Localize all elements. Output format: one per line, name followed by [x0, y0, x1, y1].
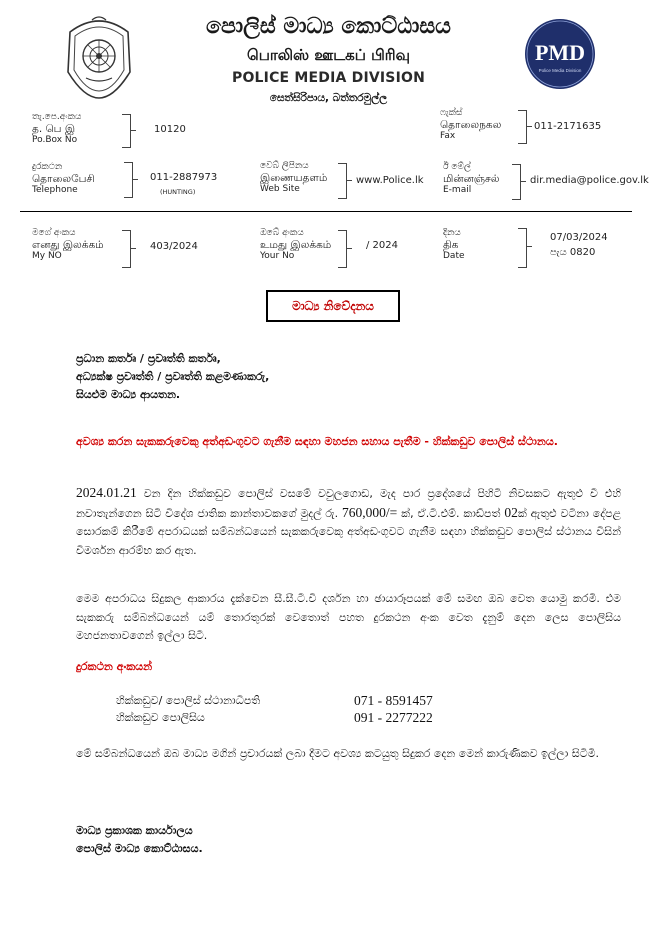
signature-line: මාධ්‍ය ප්‍රකාශක කාර්යාලය — [76, 824, 193, 837]
my-no-label: මගේ අංකය எனது இலக்கம் My NO — [32, 228, 104, 261]
fax-label: ෆැක්ස් தொலைநகல Fax — [440, 108, 502, 141]
phone-row — [116, 694, 260, 708]
pobox-value: 10120 — [154, 124, 186, 135]
phone-label: හික්කඩුව පොලිසිය — [116, 711, 205, 724]
addressee-list — [76, 350, 269, 404]
phone-list-title: දුරකථන අංකයන් — [76, 660, 153, 673]
website-bracket — [338, 163, 347, 199]
telephone-value: 011-2887973 — [150, 172, 218, 183]
phone-label: හික්කඩුව/ පොලිස් ස්ථානාධිපති — [116, 694, 261, 707]
addressee-line: ප්‍රධාන කර්තෘ / ප්‍රවෘත්ති කර්තෘ, — [76, 352, 221, 365]
subject-line: අවශ්‍ය කරන සැකකරුවෙකු අත්අඩංගුවට ගැනීම සඳහා මහජන සහාය පැතීම - හික්කඩුව පොලිස් ස්ථානය. — [76, 435, 558, 448]
my-no-bracket — [122, 230, 131, 268]
header-address: සෙත්සිරිපාය, බත්තරමුල්ල — [269, 92, 388, 104]
website-value: www.Police.lk — [356, 175, 424, 186]
body-paragraph-1: 2024.01.21 වන දින හික්කඩුව පොලිස් වසමේ වවුලගොඩ, මැද පාර ප්‍රදේශයේ පිහිටි නිවසකට ඇතුළු වී එහි නවාතැන්ගෙන සිටි විදේශ ජාතික කාන්තාවකගේ මුදල් රු. 760,000/= ක්, ඒ.ටී.එම්. කාඩ්පත් 02ක් ඇතුළු වටිනා දේපළ සොරකම් කිරීමේ අපරාධයක් සම්බන්ධයෙන් සැකකරුවෙකු අත්අඩංගුවට ගැනීම සඳහා හික්කඩුව පොලිස් ස්ථානය විසින් විමර්ශන ආරම්භ කර ඇත. — [76, 485, 621, 557]
header-title-sinhala: පොලිස් මාධ්‍ය කොට්ඨාසය — [206, 14, 451, 39]
your-no-value: / 2024 — [366, 240, 398, 251]
header-title-tamil: பொலிஸ் ஊடகப் பிரிவு — [247, 46, 410, 64]
my-no-value: 403/2024 — [150, 241, 198, 252]
signature-block — [76, 822, 203, 858]
header-divider — [20, 211, 632, 212]
telephone-note: (HUNTING) — [160, 188, 196, 196]
body-paragraph-2: මෙම අපරාධය සිදුකල ආකාරය දැක්වෙන සී.සී.ටී.වී දර්ශන හා ඡායාරූපයක් මේ සමඟ ඔබ වෙත යොමු කරමි. එම සැකකරු සම්බන්ධයෙන් යම් තොරතුරක් වෙතොත් පහත දුරකථන අංක වෙත දැනුම් දෙන ලෙස පොලිසිය මහජනතාවගෙන් ඉල්ලා සිටී. — [76, 592, 621, 642]
incident-date: 2024.01.21 — [76, 485, 137, 500]
pmd-logo-subtext: Police Media Division — [538, 68, 582, 73]
email-label: ඊ මේල් மின்னஞ்சல் E-mail — [443, 162, 500, 195]
body-paragraph-3: මේ සම්බන්ධයෙන් ඔබ මාධ්‍ය මගින් ප්‍රචාරයක් ලබා දීමට අවශ්‍ය කටයුතු සිදුකර දෙන මෙන් කාරුණිකව ඉල්ලා සිටිමි. — [76, 747, 600, 760]
telephone-bracket — [124, 162, 133, 198]
document-title: මාධ්‍ය නිවේදනය — [266, 290, 400, 322]
telephone-label: දුරකථන தொலைபேசி Telephone — [32, 162, 95, 195]
addressee-line: සියළුම මාධ්‍ය ආයතන. — [76, 388, 181, 401]
header-title-english: POLICE MEDIA DIVISION — [231, 70, 426, 86]
signature-line: පොලිස් මාධ්‍ය කොට්ඨාසය. — [76, 842, 203, 855]
date-bracket — [518, 228, 527, 268]
pobox-label: තැ.පෙ.අංකය த. பெ இ Po.Box No — [32, 112, 82, 145]
your-no-label: ඔබේ අංකය உமது இலக்கம் Your No — [260, 228, 332, 261]
date-value: 07/03/2024 — [550, 232, 608, 243]
stolen-amount: 760,000/= — [342, 504, 398, 520]
website-label: වෙබ් ලිපිනය இணையதளம் Web Site — [260, 161, 328, 194]
phone-row — [116, 711, 205, 725]
pobox-bracket — [122, 114, 131, 148]
email-value: dir.media@police.gov.lk — [530, 175, 649, 186]
date-time: පැය 0820 — [550, 247, 596, 258]
phone-number: 091 - 2277222 — [354, 710, 433, 725]
date-label: දිනය திக Date — [443, 228, 465, 261]
fax-value: 011-2171635 — [534, 121, 602, 132]
your-no-bracket — [338, 230, 347, 268]
card-count: 02 — [504, 504, 518, 520]
email-bracket — [512, 164, 521, 200]
pmd-logo-text: PMD — [534, 40, 586, 65]
phone-number: 071 - 8591457 — [354, 693, 433, 708]
addressee-line: අධ්‍යක්ෂ ප්‍රවෘත්ති / ප්‍රවෘත්ති කළමණාකරු, — [76, 370, 270, 383]
fax-bracket — [518, 110, 527, 144]
